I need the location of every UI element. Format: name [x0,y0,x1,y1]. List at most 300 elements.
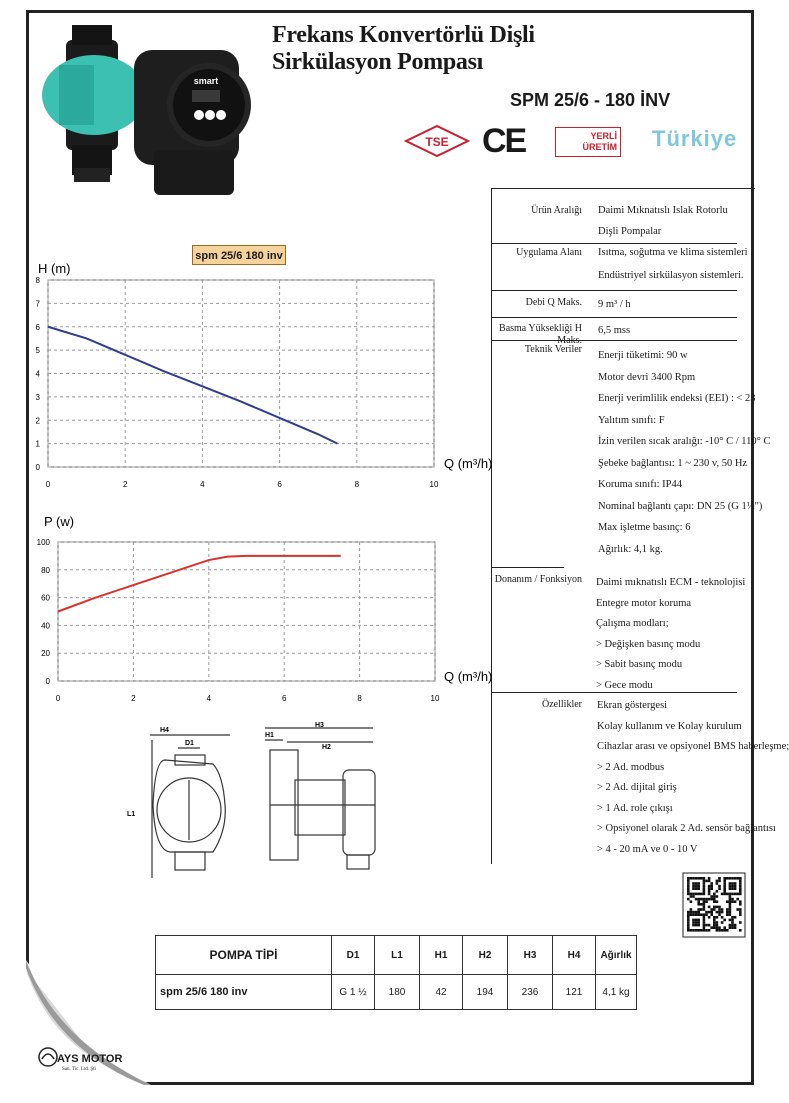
x-tick-label: 0 [45,480,51,489]
qr-module [705,924,708,927]
qr-module [697,913,700,916]
qr-module [697,919,700,922]
teknik-item: Enerji tüketimi: 90 w [598,350,688,361]
qr-module [700,903,703,906]
qr-module [726,877,729,880]
qr-module [716,900,719,903]
company-name: AYS MOTOR [57,1053,123,1065]
qr-module [729,877,732,880]
qr-module [739,877,742,880]
table-header-cell: Ağırlık [596,936,637,975]
qr-module [729,887,732,890]
qr-module [703,924,706,927]
spec-label-donanim: Donanım / Fonksiyon [494,574,582,585]
teknik-item: Motor devri 3400 Rpm [598,371,696,383]
table-header-row [156,936,637,975]
qr-module [703,929,706,932]
qr-module [710,913,713,916]
label-d1: D1 [185,740,194,747]
qr-module [692,893,695,896]
qr-module [710,895,713,898]
y-tick-label: 6 [35,322,40,332]
qr-module [697,908,700,911]
qr-module [703,921,706,924]
qr-module [736,908,739,911]
qr-module [700,929,703,932]
qr-module [731,885,734,888]
qr-module [687,916,690,919]
qr-module [723,929,726,932]
qr-module [734,924,737,927]
label-h4: H4 [160,727,169,734]
teknik-item: Ağırlık: 4,1 kg. [598,543,663,555]
qr-module [710,911,713,914]
donanim-item: Daimi mıknatıslı ECM - teknolojisi [596,577,746,588]
ozellik-item: > 2 Ad. modbus [597,761,665,773]
qr-module [703,906,706,909]
qr-module [687,885,690,888]
qr-module [695,919,698,922]
qr-module [687,877,690,880]
qr-module [697,882,700,885]
qr-module [718,885,721,888]
qr-module [710,898,713,901]
qr-module [687,929,690,932]
qr-module [705,929,708,932]
qr-module [700,908,703,911]
donanim-item: Entegre motor koruma [596,597,692,609]
qr-module [708,887,711,890]
qr-module [729,906,732,909]
qr-module [708,877,711,880]
qr-module [710,882,713,885]
qr-module [716,895,719,898]
qr-module [697,877,700,880]
qr-module [687,882,690,885]
qr-module [718,887,721,890]
qr-module [687,921,690,924]
qr-module [710,885,713,888]
divider [492,340,737,341]
qr-module [703,885,706,888]
qr-code [683,873,745,937]
x-tick-label: 2 [122,480,128,489]
qr-module [739,900,742,903]
teknik-item: Koruma sınıfı: IP44 [598,479,682,490]
qr-module [734,887,737,890]
x-tick-label: 4 [200,480,205,489]
x-tick-label: 8 [357,694,362,703]
qr-module [713,898,716,901]
qr-module [731,882,734,885]
qr-module [723,882,726,885]
qr-module [739,903,742,906]
qr-module [695,877,698,880]
qr-module [739,890,742,893]
qr-module [721,911,724,914]
pump-photo [34,20,264,205]
qr-module [695,885,698,888]
y-axis-label: H (m) [38,261,71,276]
qr-module [716,880,719,883]
qr-module [690,893,693,896]
qr-module [731,916,734,919]
ozellik-item: > 4 - 20 mA ve 0 - 10 V [597,843,698,855]
qr-module [708,893,711,896]
qr-module [723,893,726,896]
company-subtitle: San. Tic. Ltd. Şti [62,1067,96,1072]
y-tick-label: 3 [35,392,40,402]
tse-logo [404,124,470,158]
dimension-drawings [115,720,495,885]
qr-module [718,911,721,914]
qr-module [718,877,721,880]
qr-module [708,916,711,919]
qr-module [723,890,726,893]
qr-module [713,916,716,919]
qr-module [731,919,734,922]
spec-uygulama-1: Isıtma, soğutma ve klima sistemleri [598,247,748,258]
qr-module [713,906,716,909]
qr-module [726,908,729,911]
qr-module [734,926,737,929]
pump-display-label: smart [193,76,219,86]
qr-module [708,885,711,888]
qr-module [718,908,721,911]
page-title [272,22,535,76]
head-chart [0,255,500,500]
spec-debi-value: 9 m³ / h [598,299,631,310]
qr-module [710,887,713,890]
spec-basma-value: 6,5 mss [598,325,631,336]
spec-uygulama-2: Endüstriyel sirkülasyon sistemleri. [598,270,744,281]
y-axis-label: P (w) [44,514,75,529]
qr-module [690,911,693,914]
qr-module [721,908,724,911]
qr-module [716,882,719,885]
qr-module [734,900,737,903]
qr-module [713,900,716,903]
qr-module [731,898,734,901]
qr-module [739,880,742,883]
y-tick-label: 40 [41,621,50,631]
y-tick-label: 2 [35,416,40,426]
table-header-cell: H2 [463,936,508,975]
x-tick-label: 2 [131,694,136,703]
qr-module [705,898,708,901]
qr-module [687,880,690,883]
x-axis-label: Q (m³/h) [444,456,493,471]
qr-module [729,919,732,922]
chart-title: spm 25/6 180 inv [192,245,286,265]
spec-label-uygulama: Uygulama Alanı [516,247,582,258]
title-line-1: Frekans Konvertörlü Dişli [272,22,535,48]
qr-module [695,898,698,901]
qr-module [690,877,693,880]
label-h2: H2 [322,744,331,751]
qr-module [705,880,708,883]
qr-module [723,885,726,888]
qr-module [734,893,737,896]
qr-module [723,877,726,880]
label-h3: H3 [315,722,324,729]
qr-module [700,898,703,901]
donanim-item: Çalışma modları; [596,618,669,629]
x-tick-label: 6 [281,694,287,703]
label-l1: L1 [127,811,136,818]
qr-module [721,893,724,896]
qr-module [721,921,724,924]
qr-module [687,919,690,922]
spec-label-basma: Basma Yüksekliği H [499,323,582,334]
qr-module [726,893,729,896]
qr-module [726,929,729,932]
series-line [48,327,338,444]
qr-module [729,913,732,916]
spec-label-urun: Ürün Aralığı [531,205,582,216]
table-cell: 42 [420,975,463,1010]
qr-module [687,898,690,901]
spec-urun-2: Dişli Pompalar [598,226,662,237]
yerli-text: YERLİ [590,131,617,141]
ce-mark: CE [482,122,526,160]
qr-module [700,877,703,880]
qr-module [731,900,734,903]
qr-module [729,893,732,896]
ozellik-item: > Opsiyonel olarak 2 Ad. sensör bağlantısı [597,823,776,834]
qr-module [697,929,700,932]
qr-module [692,887,695,890]
qr-module [692,895,695,898]
spec-label-teknik: Teknik Veriler [524,344,582,355]
ozellik-item: Ekran göstergesi [597,700,668,711]
qr-module [718,913,721,916]
ozellik-item: Cihazlar arası ve opsiyonel BMS haberleşme; [597,741,789,752]
qr-module [703,908,706,911]
qr-module [713,893,716,896]
y-tick-label: 4 [35,369,40,379]
qr-module [713,921,716,924]
qr-module [739,929,742,932]
teknik-item: Max işletme basınç: 6 [598,522,691,533]
qr-module [692,924,695,927]
qr-module [723,926,726,929]
x-tick-label: 4 [206,694,212,703]
qr-module [729,926,732,929]
qr-module [697,921,700,924]
qr-module [729,898,732,901]
qr-module [731,926,734,929]
qr-module [695,911,698,914]
qr-module [739,921,742,924]
qr-module [703,877,706,880]
qr-module [723,887,726,890]
qr-module [695,929,698,932]
qr-module [692,929,695,932]
qr-module [716,926,719,929]
y-tick-label: 5 [35,346,40,356]
qr-module [692,877,695,880]
qr-module [703,903,706,906]
qr-module [729,911,732,914]
qr-module [713,926,716,929]
qr-module [726,913,729,916]
divider [492,692,737,693]
qr-module [731,893,734,896]
qr-module [734,882,737,885]
title-line-2: Sirkülasyon Pompası [272,49,484,75]
qr-module [716,924,719,927]
qr-module [739,882,742,885]
teknik-item: İzin verilen sıcak aralığı: -10° C / 110° C [598,436,771,447]
qr-module [690,895,693,898]
dimension-table [155,935,637,1010]
qr-module [723,880,726,883]
table-cell: 121 [553,975,596,1010]
qr-module [703,926,706,929]
qr-module [708,929,711,932]
qr-module [700,913,703,916]
qr-module [703,913,706,916]
table-header-cell: L1 [375,936,420,975]
qr-module [731,887,734,890]
qr-module [690,913,693,916]
table-header-cell: H1 [420,936,463,975]
donanim-item: > Gece modu [596,679,653,691]
teknik-item: Şebeke bağlantısı: 1 ~ 230 v, 50 Hz [598,457,748,469]
table-header-cell: H3 [508,936,553,975]
qr-module [710,908,713,911]
qr-module [726,911,729,914]
qr-module [716,911,719,914]
qr-module [739,885,742,888]
qr-module [697,900,700,903]
qr-module [734,885,737,888]
qr-module [697,893,700,896]
table-cell: 4,1 kg [596,975,637,1010]
uretim-text: ÜRETİM [582,142,617,152]
y-tick-label: 20 [41,649,50,659]
qr-module [687,893,690,896]
x-tick-label: 0 [55,694,61,703]
qr-module [713,919,716,922]
qr-module [718,926,721,929]
qr-module [692,885,695,888]
qr-module [729,882,732,885]
qr-module [721,916,724,919]
qr-module [734,916,737,919]
qr-module [703,900,706,903]
qr-module [718,929,721,932]
qr-module [692,882,695,885]
table-cell: 194 [463,975,508,1010]
qr-module [739,911,742,914]
qr-module [695,893,698,896]
table-header-cell: H4 [553,936,596,975]
qr-module [736,893,739,896]
qr-module [729,903,732,906]
qr-module [736,898,739,901]
y-tick-label: 100 [36,538,50,547]
donanim-item: > Sabit basınç modu [596,659,683,670]
qr-module [687,911,690,914]
tse-text: TSE [425,135,449,149]
table-cell: spm 25/6 180 inv [156,975,332,1010]
qr-module [736,877,739,880]
qr-module [708,898,711,901]
qr-module [703,916,706,919]
x-tick-label: 10 [429,480,439,489]
qr-module [729,885,732,888]
qr-module [703,893,706,896]
qr-module [716,929,719,932]
qr-module [708,890,711,893]
qr-module [739,887,742,890]
qr-module [708,906,711,909]
qr-module [705,900,708,903]
qr-module [703,880,706,883]
qr-module [716,916,719,919]
qr-module [690,900,693,903]
qr-module [713,908,716,911]
x-tick-label: 8 [354,480,360,489]
qr-module [695,921,698,924]
qr-module [700,893,703,896]
qr-module [690,908,693,911]
qr-module [697,887,700,890]
ays-logo-icon [38,1047,58,1067]
table-cell: G 1 ½ [332,975,375,1010]
qr-module [716,890,719,893]
ozellik-item: Kolay kullanım ve Kolay kurulum [597,720,742,732]
qr-module [703,919,706,922]
qr-module [718,880,721,883]
qr-module [697,924,700,927]
qr-module [708,924,711,927]
table-header-cell: D1 [332,936,375,975]
qr-module [716,906,719,909]
qr-module [718,906,721,909]
qr-module [710,926,713,929]
qr-module [708,911,711,914]
qr-module [695,882,698,885]
qr-module [703,887,706,890]
qr-module [692,913,695,916]
table-cell: 236 [508,975,553,1010]
qr-module [731,921,734,924]
qr-module [731,877,734,880]
qr-module [697,885,700,888]
qr-module [695,887,698,890]
teknik-item: Enerji verimlilik endeksi (EEI) : < 23 [598,393,756,404]
qr-module [705,911,708,914]
teknik-item: Yalıtım sınıfı: F [598,414,665,426]
y-tick-label: 0 [45,677,50,686]
qr-module [692,911,695,914]
qr-module [708,880,711,883]
yerli-uretim-badge [555,127,621,157]
qr-module [690,929,693,932]
y-tick-label: 0 [35,463,40,472]
y-tick-label: 8 [35,276,40,285]
divider [492,567,564,568]
qr-module [739,913,742,916]
plot-area [58,542,435,681]
table-cell: 180 [375,975,420,1010]
qr-module [721,929,724,932]
qr-module [729,900,732,903]
qr-module [687,926,690,929]
